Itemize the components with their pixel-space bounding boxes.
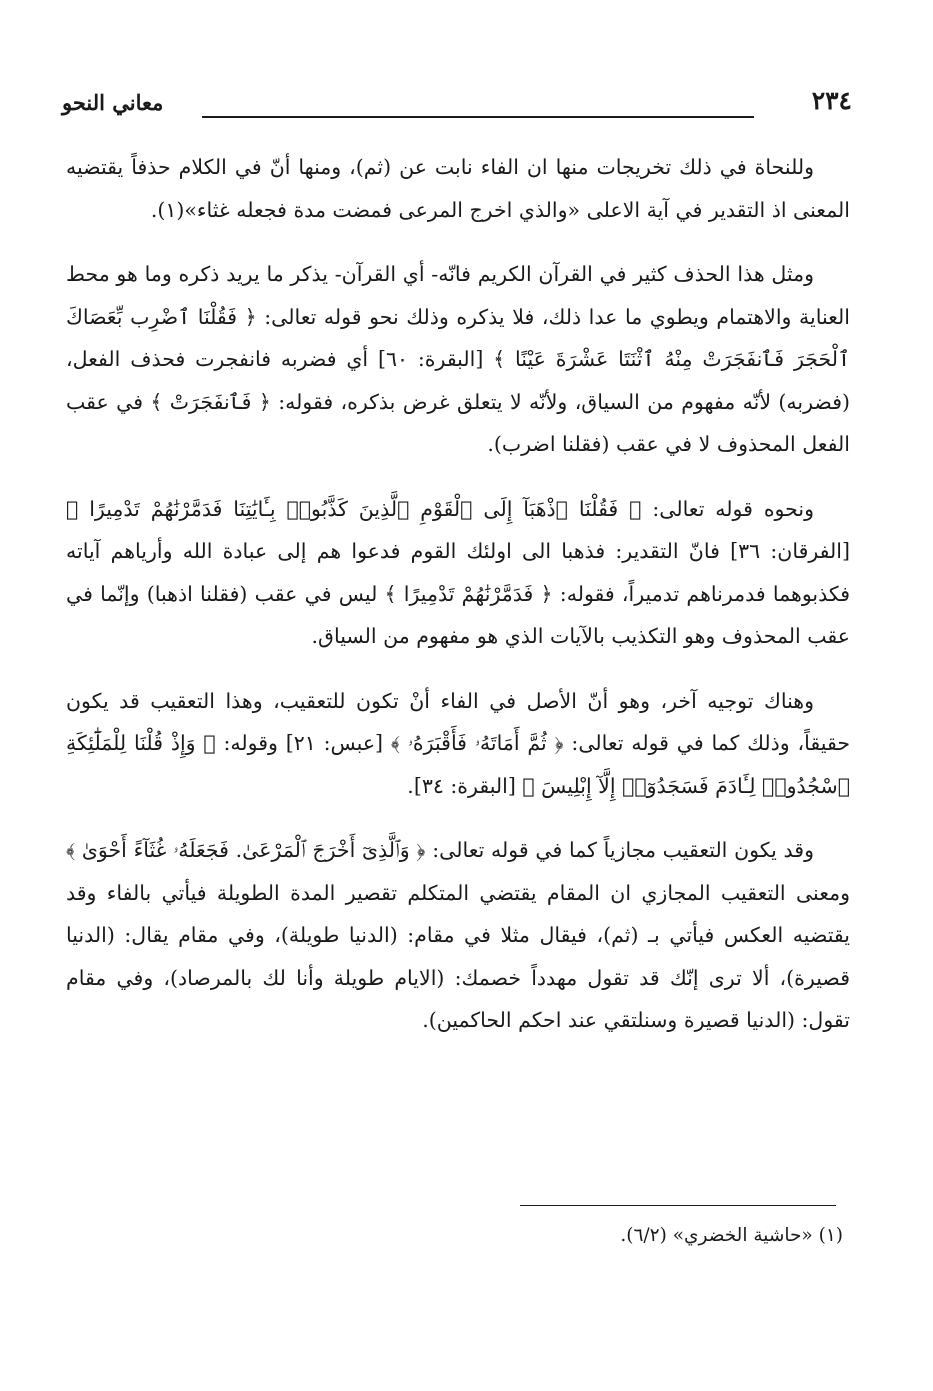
page-number: ٢٣٤ xyxy=(811,86,852,115)
running-title: معاني النحو xyxy=(62,90,164,115)
paragraph: وهناك توجيه آخر، وهو أنّ الأصل في الفاء أنْ تكون للتعقيب، وهذا التعقيب قد يكون حقيقاً، وذلك كما في قوله تعالى: ﴿ ثُمَّ أَمَاتَهُۥ فَأَقْبَرَهُۥ ﴾ [عبس: ٢١] وقوله: ﴿ وَإِذْ قُلْنَا لِلْمَلَٰٓئِكَةِ ٱسْجُدُوا۟ لِـَٔادَمَ فَسَجَدُوٓا۟ إِلَّآ إِبْلِيسَ ﴾ [البقرة: ٣٤]. xyxy=(66,688,850,798)
paragraph: ومثل هذا الحذف كثير في القرآن الكريم فانّه- أي القرآن- يذكر ما يريد ذكره وما هو محط العناية والاهتمام ويطوي ما عدا ذلك، فلا يذكره وذلك نحو قوله تعالى: ﴿ فَقُلْنَا ٱضْرِب بِّعَصَاكَ ٱلْحَجَرَ فَٱنفَجَرَتْ مِنْهُ ٱثْنَتَا عَشْرَةَ عَيْنًا ﴾ [البقرة: ٦٠] أي فضربه فانفجرت فحذف الفعل، (فضربه) لأنّه مفهوم من السياق، ولأنّه لا يتعلق غرض بذكره، فقوله: ﴿ فَٱنفَجَرَتْ ﴾ في عقب الفعل المحذوف لا في عقب (فقلنا اضرب). xyxy=(66,262,850,456)
footnote: (١) «حاشية الخضري» (٦/٢). xyxy=(620,1225,843,1246)
footnote-rule xyxy=(520,1205,836,1206)
paragraph: وقد يكون التعقيب مجازياً كما في قوله تعالى: ﴿ وَٱلَّذِىٓ أَخْرَجَ ٱلْمَرْعَىٰ. فَجَعَلَهُۥ غُثَآءً أَحْوَىٰ ﴾ ومعنى التعقيب المجازي ان المقام يقتضي المتكلم تقصير المدة الطويلة فيأتي بالفاء وقد يقتضيه العكس فيأتي بـ (ثم)، فيقال مثلا في مقام: (الدنيا طويلة)، وفي مقام يقال: (الدنيا قصيرة)، ألا ترى إنّك قد تقول مهدداً خصمك: (الايام طويلة وأنا لك بالمرصاد)، وفي مقام تقول: (الدنيا قصيرة وسنلتقي عند احكم الحاكمين). xyxy=(66,838,850,1032)
paragraph: وللنحاة في ذلك تخريجات منها ان الفاء نابت عن (ثم)، ومنها أنّ في الكلام حذفاً يقتضيه المعنى اذ التقدير في آية الاعلى «والذي اخرج المرعى فمضت مدة فجعله غثاء»(١). xyxy=(66,155,850,222)
header-rule xyxy=(202,116,754,118)
page-body xyxy=(66,146,850,1042)
page-header xyxy=(62,86,852,134)
paragraph: ونحوه قوله تعالى: ﴿ فَقُلْنَا ٱذْهَبَآ إِلَى ٱلْقَوْمِ ٱلَّذِينَ كَذَّبُوا۟ بِـَٔايَٰتِنَا فَدَمَّرْنَٰهُمْ تَدْمِيرًا ﴾ [الفرقان: ٣٦] فانّ التقدير: فذهبا الى اولئك القوم فدعوا هم إلى عبادة الله وأرياهم آياته فكذبوهما فدمرناهم تدميراً، فقوله: ﴿ فَدَمَّرْنَٰهُمْ تَدْمِيرًا ﴾ ليس في عقب (فقلنا اذهبا) وإنّما في عقب المحذوف وهو التكذيب بالآيات الذي هو مفهوم من السياق. xyxy=(66,496,850,648)
